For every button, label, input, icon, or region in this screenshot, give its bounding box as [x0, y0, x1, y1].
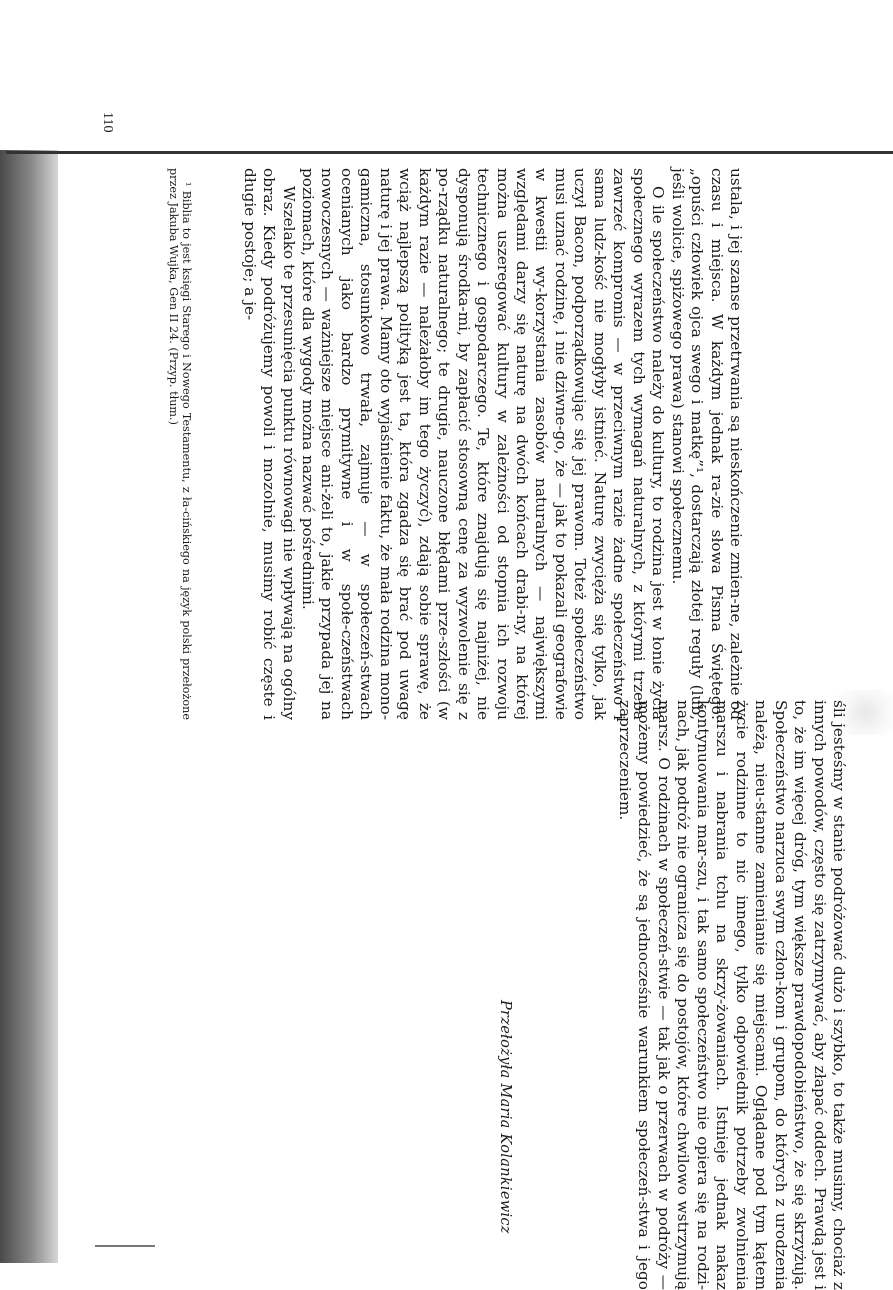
- right-text-column: [615, 700, 848, 1290]
- left-text-column: [239, 168, 745, 720]
- footnote: [166, 168, 193, 720]
- translator-credit: Przełożyła Maria Kolankiewicz: [497, 1000, 513, 1234]
- paragraph-2: O ile społeczeństwo należy do kultury, to rodzina jest w łonie życia społecznego wyrazem tych wymagań naturalnych, z którymi trzeba zawrzeć kompromis — w przeciwnym razie żadne społeczeństwo i sama ludz-kość nie mogłyby istnieć. Naturę zwycięża się tylko, jak uczył Bacon, podporządkowując się jej prawom. Toteż społeczeństwo musi uznać rodzinę, i nie dziwne-go, że — jak to pokazali geografowie w kwestii wy-korzystania zasobów naturalnych — największymi względami darzy się naturę na dwóch końcach drabi-ny, na której można uszeregować kultury w zależności od stopnia ich rozwoju technicznego i gospodarczego. Te, które znajdują się najniżej, nie dysponują środka-mi, by zapłacić stosowną cenę za wyzwolenie się z po-rządku naturalnego; te drugie, nauczone błędami prze-szłości (w każdym razie — należałoby im tego życzyć), zdają sobie sprawę, że wciąż najlepszą polityką jest ta, która zgadza się brać pod uwagę naturę i jej prawa. Mamy oto wyjaśnienie faktu, że mała rodzina mono-gamiczna, stosunkowo trwała, zajmuje — w społeczeń-stwach ocenianych jako bardzo prymitywne i w społe-czeństwach nowoczesnych — ważniejsze miejsce ani-żeli to, jakie przypada jej na poziomach, które dla wygody można nazwać pośrednimi.: [299, 168, 668, 720]
- footnote-text: ¹ Biblia to jest księgi Starego i Nowego Testamentu, z ła-cińskiego na język polski przełożone przez Jakuba Wujka, Gen II 24. (Przyp. tłum.): [166, 168, 193, 720]
- page-number: 110: [100, 112, 115, 133]
- paragraph-1: ustala, i jej szanse przetrwania są nieskończenie zmien-ne, zależnie od czasu i miejsca. W każdym jednak ra-zie słowa Pisma Świętego: „opuści człowiek ojca swego i matkę”¹, dostarczają złotej reguły (lub, jeśli wolicie, spiżowego prawa) stanowi społecznemu.: [668, 168, 745, 720]
- paragraph-4: śli jesteśmy w stanie podróżować dużo i szybko, to także musimy, chociaż z innych powodów, często się zatrzymywać, aby złapać oddech. Prawdą jest i to, że im więcej dróg, tym większe prawdopodobieństwo, że się skrzyżują. Społeczeństwo narzuca swym człon-kom i grupom, do których z urodzenia należą, nieu-stanne zamienianie się miejscami. Oglądane pod tym kątem życie rodzinne to nic innego, tylko odpowiednik potrzeby zwolnienia marszu i nabrania tchu na skrzy-żowaniach. Istnieje jednak nakaz kontynuowania mar-szu, i tak samo społeczeństwo nie opiera się na rodzi-nach, jak podróż nie ogranicza się do postojów, które chwilowo wstrzymują marsz. O rodzinach w społeczeń-stwie — tak jak o przerwach w podróży — możemy powiedzieć, że są jednocześnie warunkiem społeczeń-stwa i jego zaprzeczeniem.: [616, 700, 848, 1290]
- paragraph-3: Wszelako te przesunięcia punktu równowagi nie wpływają na ogólny obraz. Kiedy podróżujemy powoli i mozolnie, musimy robić częste i długie postoje; a je-: [240, 168, 298, 720]
